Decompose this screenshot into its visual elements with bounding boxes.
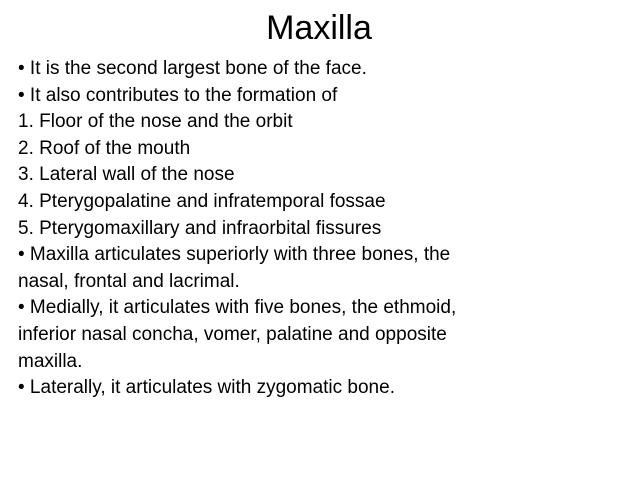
body-line: 1. Floor of the nose and the orbit — [18, 111, 293, 133]
body-line: 5. Pterygomaxillary and infraorbital fissures — [18, 217, 382, 239]
body-line: • It is the second largest bone of the face. — [18, 58, 367, 79]
body-line: • Maxilla articulates superiorly with three bones, the — [18, 244, 451, 266]
body-line: nasal, frontal and lacrimal. — [18, 270, 240, 292]
body-line: inferior nasal concha, vomer, palatine and opposite — [18, 323, 447, 345]
body-line: 3. Lateral wall of the nose — [18, 164, 235, 186]
body-line: • Medially, it articulates with five bones, the ethmoid, — [18, 297, 457, 319]
body-line: maxilla. — [18, 350, 83, 372]
body-line: 2. Roof of the mouth — [18, 137, 191, 159]
body-line: 4. Pterygopalatine and infratemporal fossae — [18, 190, 386, 212]
slide-title: Maxilla — [266, 9, 372, 47]
body-line: • It also contributes to the formation of — [18, 84, 338, 106]
body-line: • Laterally, it articulates with zygomatic bone. — [18, 377, 395, 399]
slide-body — [18, 56, 618, 402]
